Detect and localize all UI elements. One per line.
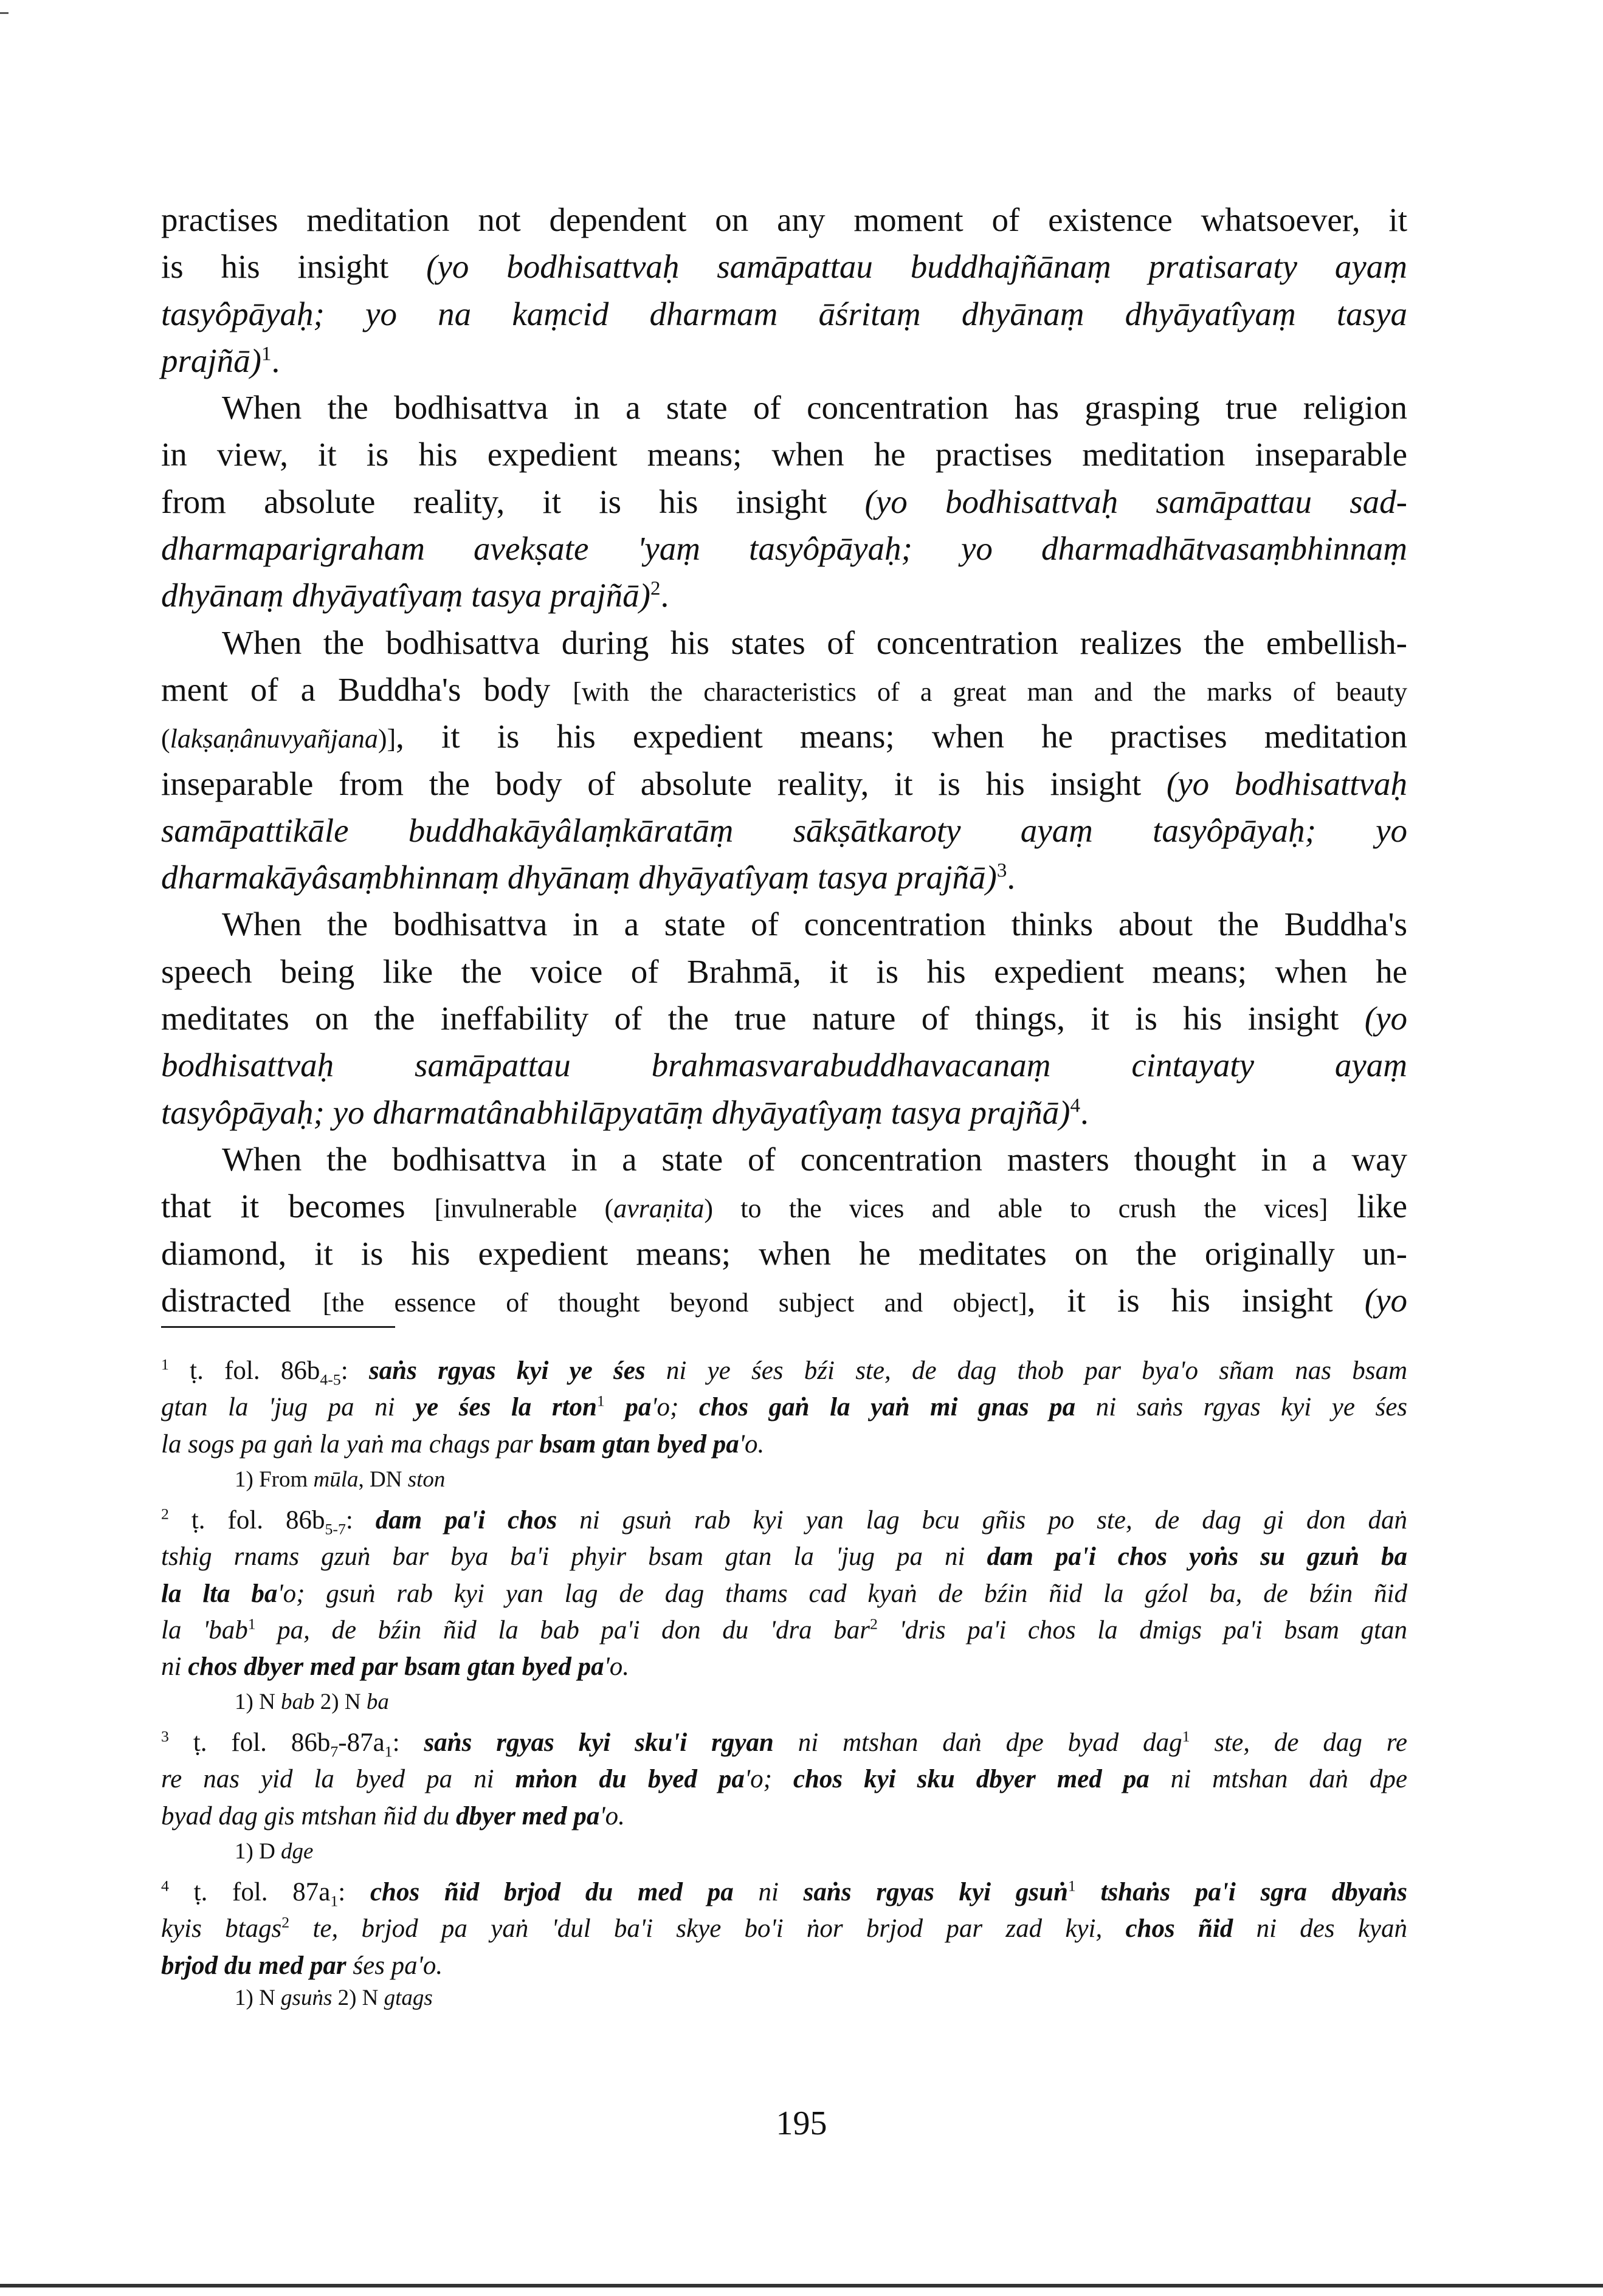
text-segment: prajñā) <box>161 342 261 379</box>
text-segment: la 'bab <box>161 1615 248 1645</box>
text-segment: bodhisattvaḥ samāpattau brahmasvarabuddhavacanaṃ cintayaty ayaṃ <box>161 1047 1407 1084</box>
text-segment: dhyānaṃ dhyāyatîyaṃ tasya prajñā) <box>161 577 650 614</box>
text-segment: : <box>338 1878 370 1906</box>
text-segment: . <box>1080 1093 1089 1131</box>
footnote-marker: 4 <box>161 1877 169 1895</box>
footnote-line <box>161 1353 1407 1389</box>
text-segment: . <box>271 342 280 379</box>
text-segment: , it is his insight <box>1027 1281 1365 1319</box>
text-segment: ni <box>733 1878 804 1906</box>
text-segment: gtan la 'jug pa ni <box>161 1393 416 1422</box>
text-segment: ( <box>161 724 170 754</box>
footnote-line <box>161 1761 1407 1798</box>
footnote-marker: 1 <box>161 1355 169 1373</box>
scan-edge <box>0 2284 1603 2287</box>
text-segment: ) to the vices and able to crush the vices] <box>704 1194 1328 1224</box>
text-segment: dge <box>281 1839 314 1864</box>
text-line <box>161 290 1407 337</box>
footnote-marker: 1 <box>247 1615 256 1633</box>
footnote-marker: 2 <box>650 578 661 600</box>
footnote-line <box>161 1502 1407 1539</box>
text-segment: )] <box>377 724 396 754</box>
text-segment: śes pa'o. <box>346 1951 443 1980</box>
footnote-line <box>161 1649 1407 1685</box>
footnote-line <box>161 1389 1407 1426</box>
footnote-line <box>161 1948 1407 1984</box>
text-segment: from absolute reality, it is his insight <box>161 483 865 520</box>
text-segment: : <box>345 1506 376 1535</box>
text-segment: ṭ. fol. 87a <box>168 1878 331 1906</box>
text-segment: chos ñid <box>1125 1914 1233 1944</box>
text-segment: ni ye śes bźi ste, de dag thob par bya'o sñam nas bsam <box>645 1356 1408 1385</box>
text-segment: ni gsuṅ rab kyi yan lag bcu gñis po ste, de dag gi don daṅ <box>557 1506 1408 1535</box>
footnote-marker: 2 <box>281 1913 290 1931</box>
text-segment: pa, de bźin ñid la bab pa'i don du 'dra bar <box>255 1615 870 1645</box>
text-segment: gtags <box>384 1985 433 2010</box>
body-text <box>161 196 1407 1324</box>
text-segment: saṅs rgyas kyi ye śes <box>368 1356 646 1385</box>
text-line <box>161 196 1407 243</box>
text-segment: . <box>1007 859 1016 896</box>
text-segment: samāpattikāle buddhakāyâlaṃkāratāṃ sākṣātkaroty ayaṃ tasyôpāyaḥ; yo <box>161 811 1407 849</box>
footnote-line <box>161 1725 1407 1761</box>
text-segment: tasyôpāyaḥ; yo dharmatânabhilāpyatāṃ dhyāyatîyaṃ tasya prajñā) <box>161 1093 1070 1131</box>
text-segment: tshig rnams gzuṅ bar bya ba'i phyir bsam gtan la 'jug pa ni <box>161 1542 987 1572</box>
footnote-marker: 3 <box>996 859 1007 882</box>
text-segment: re nas yid la byed pa ni <box>161 1765 515 1794</box>
text-segment: 4-5 <box>320 1370 341 1389</box>
footnote-line <box>161 1539 1407 1575</box>
footnote-line <box>161 1426 1407 1463</box>
text-segment: avraṇita <box>613 1194 705 1224</box>
text-segment: 'o. <box>604 1652 630 1682</box>
text-segment: is his insight <box>161 248 427 286</box>
text-segment: ston <box>407 1467 446 1492</box>
variant-note <box>235 1687 389 1717</box>
text-segment: When the bodhisattva in a state of concentration masters thought in a way <box>222 1140 1407 1178</box>
text-segment: : <box>392 1728 424 1757</box>
footnote-marker: 2 <box>161 1505 169 1523</box>
text-line <box>161 854 1407 901</box>
text-line <box>161 1183 1407 1229</box>
text-line <box>161 1277 1407 1324</box>
text-line <box>161 619 1407 666</box>
text-segment: gsuṅs <box>281 1985 333 2010</box>
text-segment: byad dag gis mtshan ñid du <box>161 1801 456 1830</box>
text-line <box>161 243 1407 290</box>
text-segment: . <box>660 577 669 614</box>
text-segment: ni <box>161 1652 188 1682</box>
text-segment: kyis btags <box>161 1914 282 1944</box>
text-line <box>161 572 1407 619</box>
text-line <box>161 901 1407 947</box>
text-segment: 'dris pa'i chos la dmigs pa'i bsam gtan <box>877 1615 1407 1645</box>
text-segment: dbyer med pa <box>455 1801 600 1830</box>
text-segment: ṭ. fol. 86b <box>168 1356 320 1385</box>
text-segment: 1) From <box>235 1467 314 1492</box>
text-segment: When the bodhisattva in a state of concentration thinks about the Buddha's <box>222 906 1407 943</box>
text-segment: (yo bodhisattvaḥ samāpattau sad- <box>864 483 1407 520</box>
footnote-line <box>161 1874 1407 1911</box>
footnote-line <box>161 1798 1407 1835</box>
text-segment: 'o. <box>599 1801 625 1830</box>
text-line <box>161 525 1407 572</box>
footnote-4 <box>161 1874 1407 1984</box>
text-segment: When the bodhisattva during his states of concentration realizes the embellish- <box>222 624 1407 661</box>
text-segment: (yo <box>1364 1000 1407 1037</box>
text-segment: , it is his expedient means; when he practises meditation <box>396 718 1407 755</box>
footnote-marker: 4 <box>1070 1095 1080 1117</box>
text-segment: 1) N <box>235 1689 281 1714</box>
text-segment: (yo bodhisattvaḥ <box>1166 765 1407 802</box>
text-segment: 1 <box>384 1742 393 1761</box>
text-segment: bsam gtan byed pa <box>539 1429 739 1459</box>
variant-note <box>235 1983 433 2013</box>
text-segment: : <box>340 1356 369 1385</box>
text-segment: (yo <box>1364 1281 1407 1319</box>
text-segment: ba <box>366 1689 389 1714</box>
footnote-marker: 1 <box>1067 1877 1076 1895</box>
text-segment: 7 <box>330 1742 339 1761</box>
text-segment: dharmakāyâsaṃbhinnaṃ dhyānaṃ dhyāyatîyaṃ tasya prajñā) <box>161 859 997 896</box>
text-segment: inseparable from the body of absolute reality, it is his insight <box>161 765 1167 802</box>
text-line <box>161 713 1407 760</box>
text-segment: in view, it is his expedient means; when he practises meditation inseparable <box>161 436 1407 473</box>
text-segment: ni saṅs rgyas kyi ye śes <box>1075 1393 1408 1422</box>
text-segment: saṅs rgyas kyi gsuṅ <box>803 1878 1068 1906</box>
text-segment: , DN <box>358 1467 408 1492</box>
footnote-line <box>161 1612 1407 1649</box>
text-segment: meditates on the ineffability of the true nature of things, it is his insight <box>161 1000 1365 1037</box>
text-segment: speech being like the voice of Brahmā, it is his expedient means; when he <box>161 952 1407 990</box>
text-line <box>161 666 1407 713</box>
text-segment: chos gaṅ la yaṅ mi gnas pa <box>698 1393 1076 1422</box>
text-line <box>161 1042 1407 1088</box>
text-line <box>161 431 1407 478</box>
text-line <box>161 1089 1407 1136</box>
footnote-rule <box>161 1326 395 1328</box>
text-segment: mūla <box>313 1467 359 1492</box>
text-segment: dam pa'i chos yoṅs su gzuṅ ba <box>987 1542 1407 1572</box>
footnote-line <box>161 1911 1407 1947</box>
text-segment: ment of a Buddha's body <box>161 670 573 708</box>
text-segment: dharmaparigraham avekṣate 'yaṃ tasyôpāyaḥ; yo dharmadhātvasaṃbhinnaṃ <box>161 530 1407 568</box>
text-segment: brjod du med par <box>161 1951 346 1980</box>
text-line <box>161 337 1407 384</box>
text-segment: te, brjod pa yaṅ 'dul ba'i skye bo'i ṅor brjod par zad kyi, <box>289 1914 1126 1944</box>
text-segment: dam pa'i chos <box>375 1506 557 1535</box>
text-segment: chos kyi sku dbyer med pa <box>793 1765 1150 1794</box>
scan-mark <box>0 12 9 14</box>
text-line <box>161 807 1407 854</box>
text-segment: tshaṅs pa'i sgra dbyaṅs <box>1075 1878 1407 1906</box>
text-segment: ni mtshan daṅ dpe byad dag <box>773 1728 1182 1757</box>
text-segment: bab <box>281 1689 315 1714</box>
text-segment: diamond, it is his expedient means; when he meditates on the originally un- <box>161 1234 1407 1272</box>
text-segment: When the bodhisattva in a state of concentration has grasping true religion <box>222 389 1407 427</box>
text-segment: [with the characteristics of a great man and the marks of beauty <box>573 676 1407 707</box>
variant-note <box>235 1837 313 1867</box>
text-segment: mṅon du byed pa <box>515 1765 745 1794</box>
text-segment: 2) N <box>314 1689 367 1714</box>
footnote-marker: 1 <box>261 343 272 365</box>
text-segment: that it becomes <box>161 1188 435 1225</box>
text-segment: 2) N <box>332 1985 384 2010</box>
footnote-marker: 1 <box>1182 1727 1190 1745</box>
text-segment: chos ñid brjod du med pa <box>370 1878 734 1906</box>
text-segment: 5-7 <box>325 1520 346 1538</box>
text-segment: 'o. <box>739 1429 765 1459</box>
text-segment: ni mtshan daṅ dpe <box>1149 1765 1407 1794</box>
text-segment: ṭ. fol. 86b <box>168 1506 325 1535</box>
footnote-marker: 2 <box>869 1615 878 1633</box>
text-segment: tasyôpāyaḥ; yo na kaṃcid dharmam āśritaṃ dhyānaṃ dhyāyatîyaṃ tasya <box>161 295 1407 332</box>
text-segment: distracted <box>161 1281 323 1319</box>
text-segment: -87a <box>338 1728 385 1757</box>
footnote-line <box>161 1576 1407 1612</box>
text-segment: practises meditation not dependent on any moment of existence whatsoever, it <box>161 201 1407 238</box>
text-segment: [the essence of thought beyond subject and object] <box>322 1287 1027 1318</box>
footnote-marker: 3 <box>161 1727 169 1745</box>
text-line <box>161 760 1407 807</box>
text-segment: like <box>1328 1188 1407 1225</box>
text-segment: ni des kyaṅ <box>1233 1914 1408 1944</box>
text-segment: saṅs rgyas kyi sku'i rgyan <box>424 1728 774 1757</box>
text-segment: chos dbyer med par bsam gtan byed pa <box>188 1652 604 1682</box>
text-segment: 'o; <box>744 1765 793 1794</box>
text-segment: ye śes la rton <box>415 1393 597 1422</box>
text-segment: la lta ba <box>161 1579 278 1608</box>
text-segment: [invulnerable ( <box>434 1194 614 1224</box>
text-segment: ṭ. fol. 86b <box>168 1728 331 1757</box>
text-segment: ste, de dag re <box>1190 1728 1408 1757</box>
footnote-3 <box>161 1725 1407 1835</box>
text-line <box>161 948 1407 995</box>
text-segment: la sogs pa gaṅ la yaṅ ma chags par <box>161 1429 540 1459</box>
text-line <box>161 1230 1407 1277</box>
text-line <box>161 995 1407 1042</box>
text-segment: 1) D <box>235 1839 281 1864</box>
text-segment: 'o; gsuṅ rab kyi yan lag de dag thams cad kyaṅ de bźin ñid la gźol ba, de bźin ñid <box>277 1579 1408 1608</box>
text-segment: 1 <box>330 1892 339 1910</box>
text-line <box>161 478 1407 525</box>
text-segment: 1) N <box>235 1985 281 2010</box>
footnote-1 <box>161 1353 1407 1463</box>
text-line <box>161 1136 1407 1183</box>
text-line <box>161 384 1407 431</box>
variant-note <box>235 1465 445 1495</box>
page-number: 195 <box>776 2105 827 2142</box>
text-segment: pa <box>604 1393 652 1422</box>
footnote-marker: 1 <box>596 1392 605 1410</box>
footnote-2 <box>161 1502 1407 1685</box>
text-segment: (yo bodhisattvaḥ samāpattau buddhajñānaṃ pratisaraty ayaṃ <box>426 248 1407 286</box>
text-segment: 'o; <box>651 1393 699 1422</box>
text-segment: lakṣaṇânuvyañjana <box>170 724 378 754</box>
